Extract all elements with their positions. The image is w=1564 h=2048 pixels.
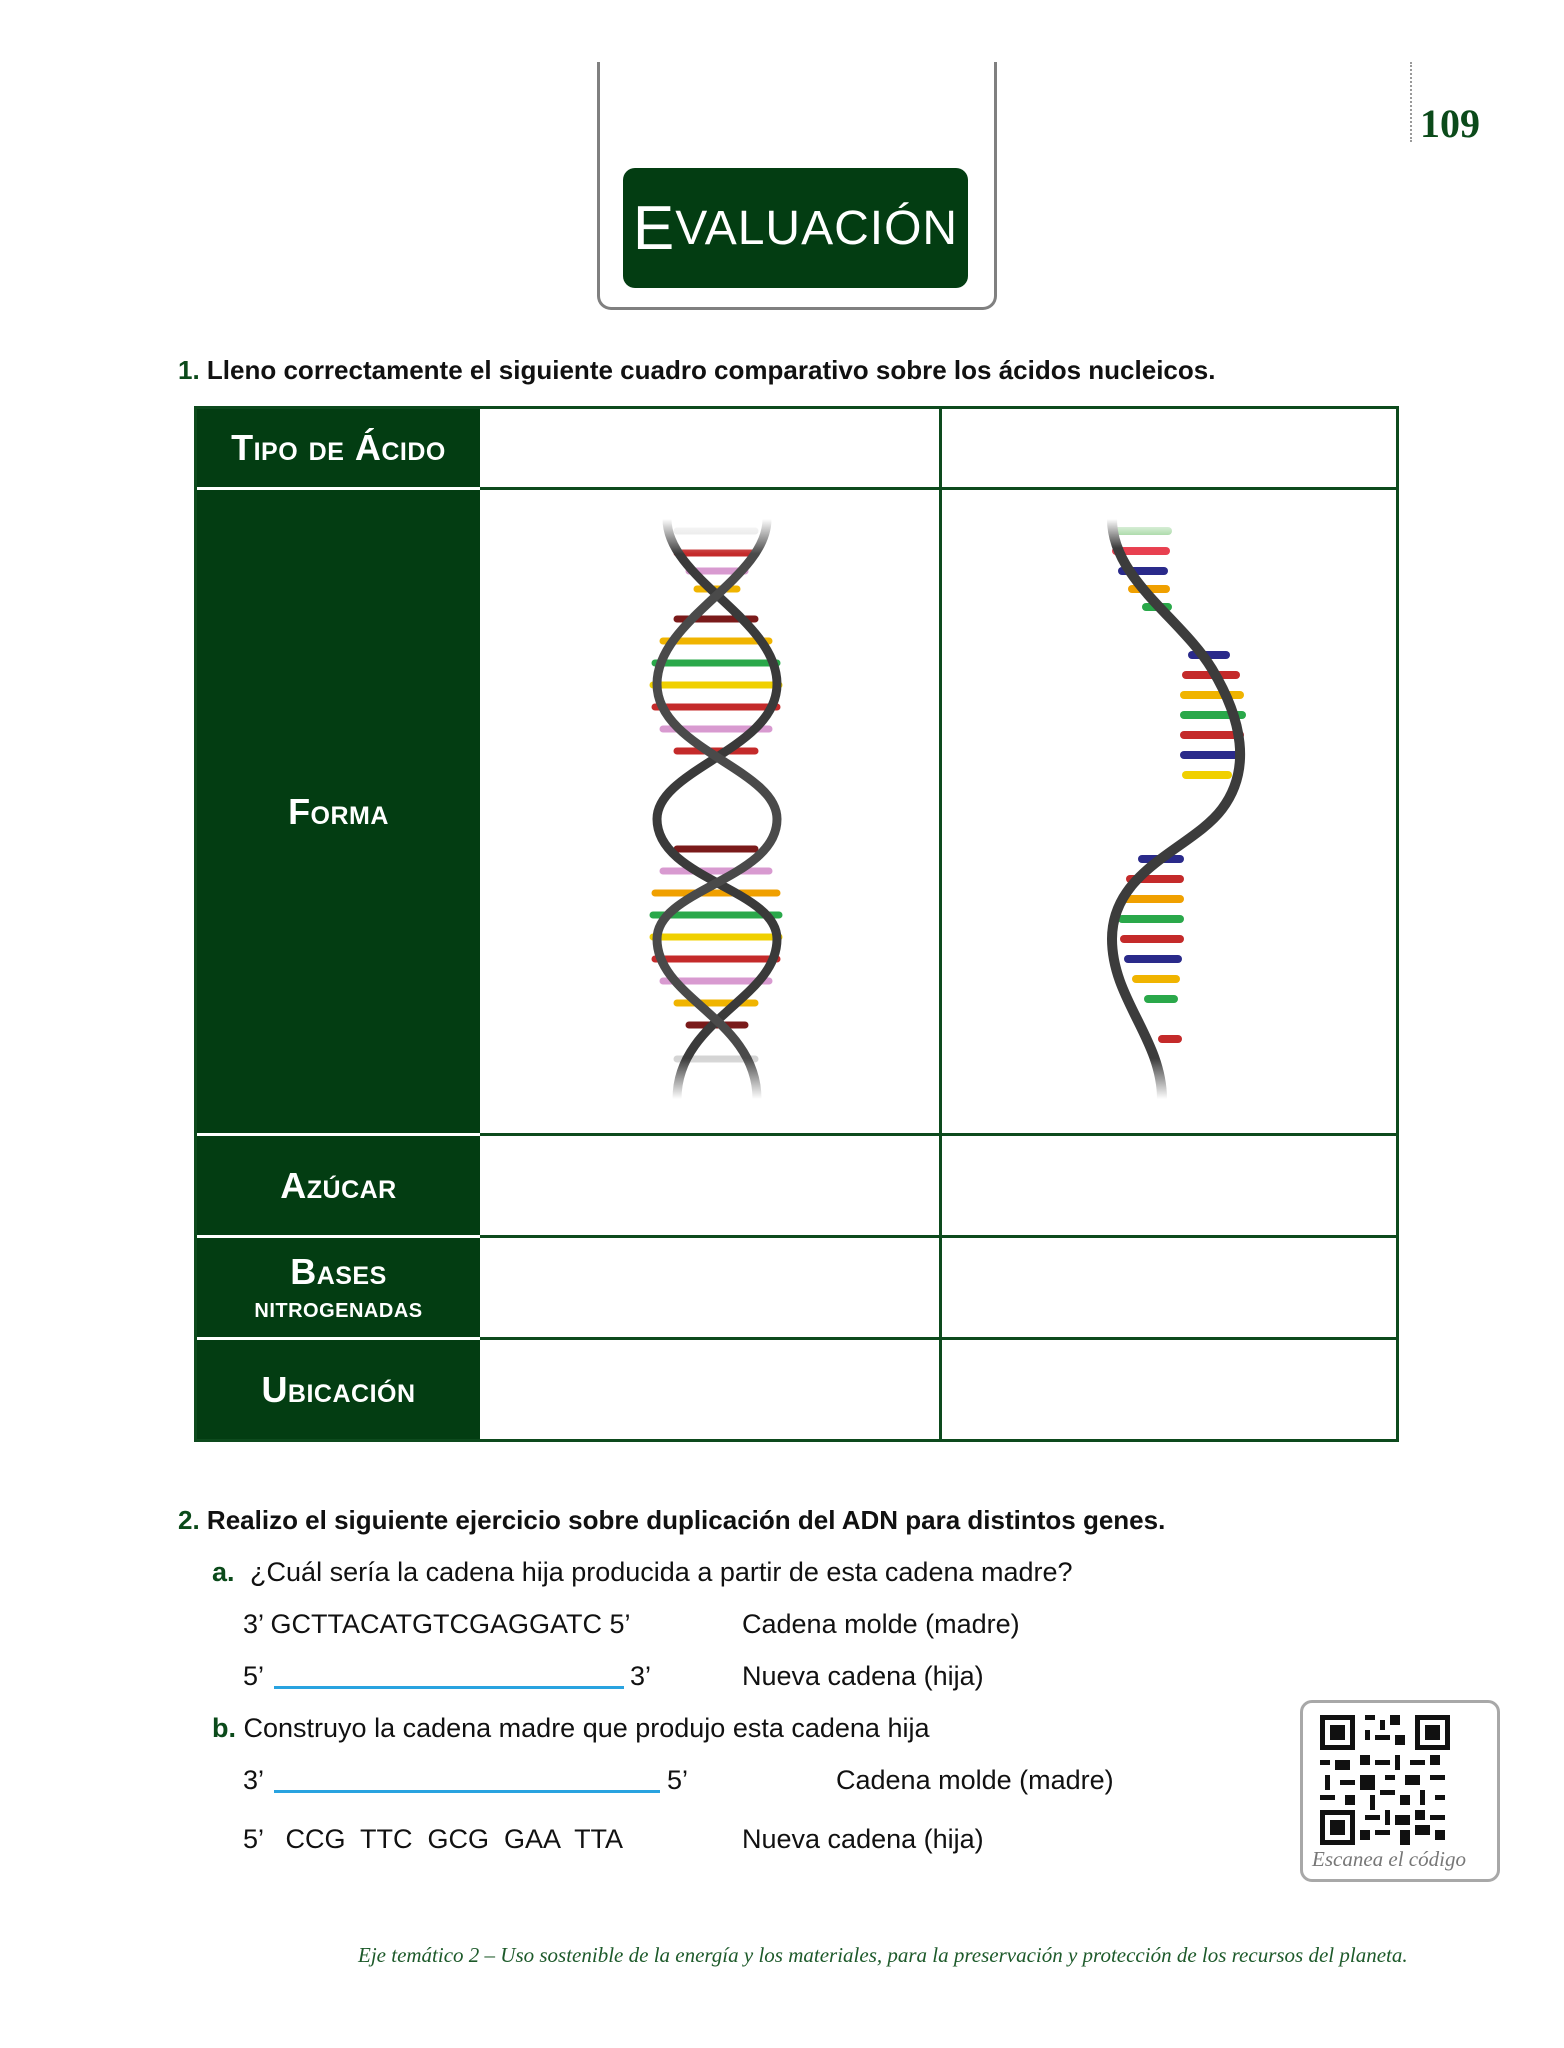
part-a-answer-line[interactable] xyxy=(274,1660,624,1689)
part-a-prompt xyxy=(212,1557,1073,1588)
evaluation-title xyxy=(623,168,968,288)
part-b-letter: b. xyxy=(212,1713,236,1743)
question-2-text: Realizo el siguiente ejercicio sobre duplicación del ADN para distintos genes. xyxy=(206,1505,1166,1535)
page-footer: Eje temático 2 – Uso sostenible de la energía y los materiales, para la preservación y protección de los recursos del planeta. xyxy=(358,1943,1408,1967)
title-initial: E xyxy=(632,193,676,263)
row-divider xyxy=(480,487,1396,490)
row-label-azucar: Azúcar xyxy=(197,1136,480,1235)
header-separator xyxy=(197,1235,480,1238)
question-2-number: 2. xyxy=(178,1505,200,1535)
page-number-divider xyxy=(1410,62,1412,142)
part-b-answer-line[interactable] xyxy=(274,1764,660,1793)
part-a-template-label: Cadena molde (madre) xyxy=(742,1609,1020,1639)
row-label-bases-line1: Bases xyxy=(290,1250,387,1292)
header-separator xyxy=(197,1133,480,1136)
part-b-new-strand: 5’ CCG TTC GCG GAA TTA xyxy=(243,1824,624,1854)
part-b-prompt xyxy=(212,1713,929,1744)
qr-caption: Escanea el código xyxy=(1312,1847,1466,1871)
nucleic-acid-table xyxy=(194,406,1399,1442)
row-label-bases-line2: nitrogenadas xyxy=(254,1292,423,1324)
part-b-template-end: 5’ xyxy=(667,1765,689,1795)
row-label-bases xyxy=(197,1238,480,1337)
part-a-text: ¿Cuál sería la cadena hija producida a partir de esta cadena madre? xyxy=(250,1557,1073,1587)
row-label-tipo-acido: Tipo de Ácido xyxy=(197,409,480,487)
single-strand-illustration xyxy=(1102,519,1262,1099)
header-separator xyxy=(197,1337,480,1340)
row-label-forma: Forma xyxy=(197,490,480,1133)
part-a-new-label: Nueva cadena (hija) xyxy=(742,1661,984,1691)
part-b-template-start: 3’ xyxy=(243,1765,265,1795)
part-a-letter: a. xyxy=(212,1557,235,1587)
question-1-number: 1. xyxy=(178,355,200,385)
answer-cell-bases-2[interactable] xyxy=(942,1340,1396,1437)
answer-cell-tipo-1[interactable] xyxy=(483,409,939,487)
part-a-new-end: 3’ xyxy=(630,1661,652,1691)
answer-cell-azucar-1[interactable] xyxy=(483,1238,939,1335)
answer-cell-tipo-2[interactable] xyxy=(942,409,1396,487)
part-a-new-start: 5’ xyxy=(243,1661,265,1691)
question-1-text: Lleno correctamente el siguiente cuadro comparativo sobre los ácidos nucleicos. xyxy=(206,355,1216,385)
question-2 xyxy=(178,1505,1165,1536)
qr-code-icon xyxy=(1320,1715,1450,1845)
double-helix-illustration xyxy=(637,519,797,1099)
part-a-template-strand: 3’ GCTTACATGTCGAGGATC 5’ xyxy=(243,1609,631,1639)
part-b-text: Construyo la cadena madre que produjo esta cadena hija xyxy=(243,1713,930,1743)
row-divider xyxy=(480,1133,1396,1136)
header-separator xyxy=(197,487,480,490)
question-1 xyxy=(178,355,1215,386)
answer-cell-bases-1[interactable] xyxy=(483,1340,939,1437)
part-b-template-label: Cadena molde (madre) xyxy=(836,1765,1114,1795)
page-number: 109 xyxy=(1420,101,1480,146)
row-label-ubicacion: Ubicación xyxy=(197,1340,480,1439)
part-b-new-label: Nueva cadena (hija) xyxy=(742,1824,984,1854)
title-rest: VALUACIÓN xyxy=(675,201,959,255)
answer-cell-azucar-2[interactable] xyxy=(942,1238,1396,1335)
